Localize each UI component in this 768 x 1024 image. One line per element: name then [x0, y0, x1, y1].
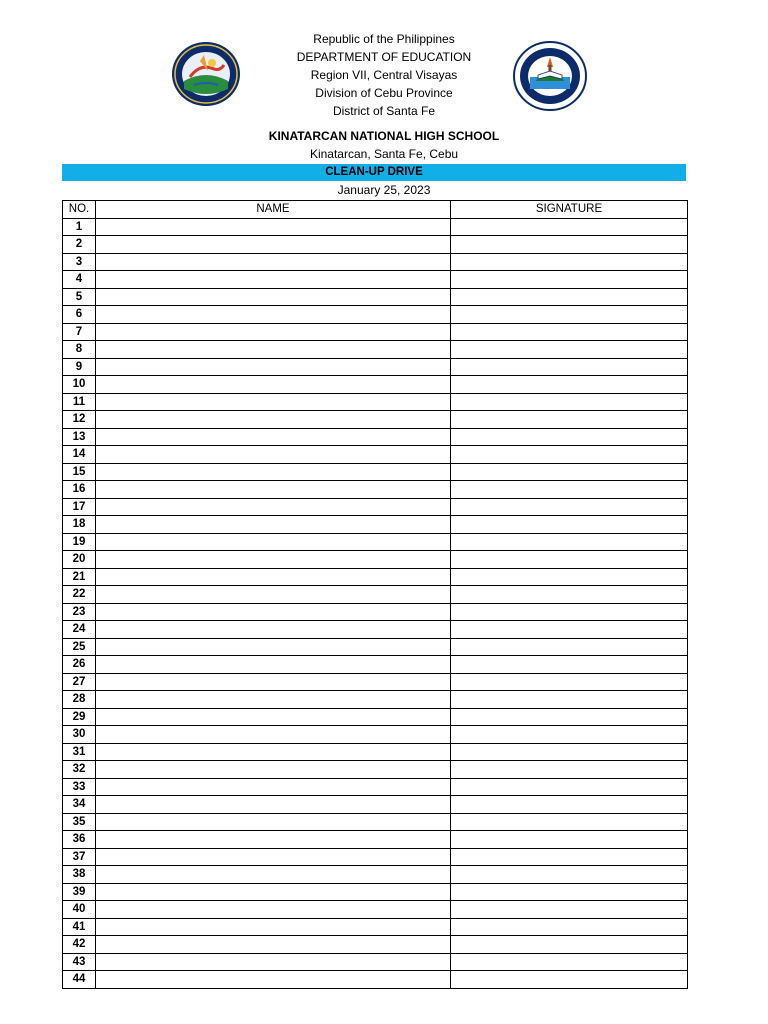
table-header-row	[63, 201, 688, 219]
name-cell[interactable]	[96, 306, 451, 324]
table-row	[63, 411, 688, 429]
table-row	[63, 586, 688, 604]
signature-cell[interactable]	[451, 218, 688, 236]
row-number: 2	[63, 236, 96, 254]
row-number: 8	[63, 341, 96, 359]
signature-cell[interactable]	[451, 901, 688, 919]
name-cell[interactable]	[96, 586, 451, 604]
signature-cell[interactable]	[451, 831, 688, 849]
name-cell[interactable]	[96, 288, 451, 306]
table-row	[63, 306, 688, 324]
name-cell[interactable]	[96, 778, 451, 796]
school-address: Kinatarcan, Santa Fe, Cebu	[309, 147, 459, 161]
signature-cell[interactable]	[451, 638, 688, 656]
name-cell[interactable]	[96, 901, 451, 919]
name-cell[interactable]	[96, 481, 451, 499]
table-row	[63, 901, 688, 919]
signature-cell[interactable]	[451, 498, 688, 516]
row-number: 23	[63, 603, 96, 621]
name-cell[interactable]	[96, 271, 451, 289]
row-number: 11	[63, 393, 96, 411]
name-cell[interactable]	[96, 883, 451, 901]
header-line-republic: Republic of the Philippines	[313, 32, 455, 46]
name-cell[interactable]	[96, 726, 451, 744]
signature-cell[interactable]	[451, 376, 688, 394]
table-row	[63, 866, 688, 884]
column-header-name: NAME	[96, 201, 451, 219]
name-cell[interactable]	[96, 761, 451, 779]
table-row	[63, 533, 688, 551]
name-cell[interactable]	[96, 603, 451, 621]
table-row	[63, 936, 688, 954]
table-row	[63, 743, 688, 761]
signature-cell[interactable]	[451, 358, 688, 376]
row-number: 22	[63, 586, 96, 604]
row-number: 29	[63, 708, 96, 726]
name-cell[interactable]	[96, 323, 451, 341]
table-row	[63, 393, 688, 411]
signature-cell[interactable]	[451, 848, 688, 866]
row-number: 36	[63, 831, 96, 849]
signature-cell[interactable]	[451, 971, 688, 989]
row-number: 14	[63, 446, 96, 464]
table-row	[63, 761, 688, 779]
signature-cell[interactable]	[451, 551, 688, 569]
signature-cell[interactable]	[451, 306, 688, 324]
row-number: 42	[63, 936, 96, 954]
signature-cell[interactable]	[451, 516, 688, 534]
name-cell[interactable]	[96, 533, 451, 551]
row-number: 35	[63, 813, 96, 831]
table-row	[63, 691, 688, 709]
header-line-district: District of Santa Fe	[332, 104, 436, 118]
signature-cell[interactable]	[451, 778, 688, 796]
school-name: KINATARCAN NATIONAL HIGH SCHOOL	[268, 129, 500, 143]
table-row	[63, 498, 688, 516]
row-number: 5	[63, 288, 96, 306]
name-cell[interactable]	[96, 936, 451, 954]
name-cell[interactable]	[96, 428, 451, 446]
row-number: 12	[63, 411, 96, 429]
table-row	[63, 971, 688, 989]
name-cell[interactable]	[96, 638, 451, 656]
name-cell[interactable]	[96, 236, 451, 254]
header-line-region: Region VII, Central Visayas	[310, 68, 458, 82]
row-number: 3	[63, 253, 96, 271]
signature-cell[interactable]	[451, 726, 688, 744]
signature-cell[interactable]	[451, 743, 688, 761]
table-row	[63, 918, 688, 936]
signature-cell[interactable]	[451, 691, 688, 709]
row-number: 15	[63, 463, 96, 481]
event-title-banner: CLEAN-UP DRIVE	[62, 164, 686, 181]
name-cell[interactable]	[96, 866, 451, 884]
name-cell[interactable]	[96, 498, 451, 516]
name-cell[interactable]	[96, 953, 451, 971]
letterhead	[0, 30, 768, 120]
row-number: 32	[63, 761, 96, 779]
school-seal-logo	[513, 41, 587, 111]
name-cell[interactable]	[96, 673, 451, 691]
signature-cell[interactable]	[451, 621, 688, 639]
signature-cell[interactable]	[451, 271, 688, 289]
table-row	[63, 341, 688, 359]
signature-cell[interactable]	[451, 656, 688, 674]
row-number: 31	[63, 743, 96, 761]
name-cell[interactable]	[96, 446, 451, 464]
row-number: 44	[63, 971, 96, 989]
row-number: 28	[63, 691, 96, 709]
signature-cell[interactable]	[451, 936, 688, 954]
table-row	[63, 953, 688, 971]
row-number: 16	[63, 481, 96, 499]
signature-cell[interactable]	[451, 253, 688, 271]
name-cell[interactable]	[96, 358, 451, 376]
table-row	[63, 726, 688, 744]
table-row	[63, 778, 688, 796]
table-row	[63, 848, 688, 866]
name-cell[interactable]	[96, 848, 451, 866]
signature-cell[interactable]	[451, 323, 688, 341]
row-number: 1	[63, 218, 96, 236]
column-header-no: NO.	[63, 201, 96, 219]
table-row	[63, 708, 688, 726]
table-row	[63, 236, 688, 254]
table-row	[63, 463, 688, 481]
name-cell[interactable]	[96, 253, 451, 271]
row-number: 25	[63, 638, 96, 656]
signature-cell[interactable]	[451, 411, 688, 429]
signature-cell[interactable]	[451, 761, 688, 779]
table-row	[63, 673, 688, 691]
row-number: 38	[63, 866, 96, 884]
table-row	[63, 796, 688, 814]
table-row	[63, 603, 688, 621]
name-cell[interactable]	[96, 708, 451, 726]
row-number: 7	[63, 323, 96, 341]
row-number: 30	[63, 726, 96, 744]
row-number: 17	[63, 498, 96, 516]
name-cell[interactable]	[96, 691, 451, 709]
signature-cell[interactable]	[451, 673, 688, 691]
name-cell[interactable]	[96, 411, 451, 429]
table-row	[63, 621, 688, 639]
name-cell[interactable]	[96, 341, 451, 359]
table-row	[63, 551, 688, 569]
signature-cell[interactable]	[451, 796, 688, 814]
name-cell[interactable]	[96, 656, 451, 674]
row-number: 40	[63, 901, 96, 919]
signature-cell[interactable]	[451, 813, 688, 831]
row-number: 21	[63, 568, 96, 586]
row-number: 20	[63, 551, 96, 569]
signature-cell[interactable]	[451, 288, 688, 306]
row-number: 43	[63, 953, 96, 971]
signature-cell[interactable]	[451, 866, 688, 884]
name-cell[interactable]	[96, 218, 451, 236]
row-number: 41	[63, 918, 96, 936]
signature-cell[interactable]	[451, 918, 688, 936]
signature-cell[interactable]	[451, 428, 688, 446]
table-row	[63, 271, 688, 289]
name-cell[interactable]	[96, 813, 451, 831]
row-number: 34	[63, 796, 96, 814]
row-number: 26	[63, 656, 96, 674]
table-row	[63, 428, 688, 446]
event-date: January 25, 2023	[337, 183, 431, 197]
row-number: 6	[63, 306, 96, 324]
name-cell[interactable]	[96, 463, 451, 481]
signature-cell[interactable]	[451, 533, 688, 551]
signature-cell[interactable]	[451, 393, 688, 411]
row-number: 24	[63, 621, 96, 639]
row-number: 9	[63, 358, 96, 376]
name-cell[interactable]	[96, 831, 451, 849]
name-cell[interactable]	[96, 376, 451, 394]
name-cell[interactable]	[96, 971, 451, 989]
table-row	[63, 883, 688, 901]
signature-cell[interactable]	[451, 603, 688, 621]
signature-cell[interactable]	[451, 236, 688, 254]
table-row	[63, 813, 688, 831]
signature-cell[interactable]	[451, 463, 688, 481]
attendance-table	[62, 200, 688, 989]
row-number: 33	[63, 778, 96, 796]
signature-cell[interactable]	[451, 446, 688, 464]
table-row	[63, 358, 688, 376]
signature-cell[interactable]	[451, 953, 688, 971]
name-cell[interactable]	[96, 743, 451, 761]
table-row	[63, 376, 688, 394]
signature-cell[interactable]	[451, 341, 688, 359]
row-number: 39	[63, 883, 96, 901]
row-number: 27	[63, 673, 96, 691]
name-cell[interactable]	[96, 516, 451, 534]
table-row	[63, 323, 688, 341]
name-cell[interactable]	[96, 796, 451, 814]
table-row	[63, 516, 688, 534]
table-row	[63, 288, 688, 306]
signature-cell[interactable]	[451, 481, 688, 499]
name-cell[interactable]	[96, 568, 451, 586]
table-row	[63, 656, 688, 674]
name-cell[interactable]	[96, 393, 451, 411]
division-seal-logo	[170, 41, 242, 107]
header-line-division: Division of Cebu Province	[315, 86, 453, 100]
table-row	[63, 638, 688, 656]
row-number: 4	[63, 271, 96, 289]
signature-cell[interactable]	[451, 708, 688, 726]
name-cell[interactable]	[96, 551, 451, 569]
table-row	[63, 481, 688, 499]
table-row	[63, 253, 688, 271]
table-row	[63, 568, 688, 586]
table-row	[63, 218, 688, 236]
row-number: 13	[63, 428, 96, 446]
header-line-deped: DEPARTMENT OF EDUCATION	[296, 50, 472, 64]
name-cell[interactable]	[96, 918, 451, 936]
table-row	[63, 831, 688, 849]
row-number: 18	[63, 516, 96, 534]
name-cell[interactable]	[96, 621, 451, 639]
signature-cell[interactable]	[451, 883, 688, 901]
row-number: 10	[63, 376, 96, 394]
row-number: 19	[63, 533, 96, 551]
signature-cell[interactable]	[451, 586, 688, 604]
row-number: 37	[63, 848, 96, 866]
table-row	[63, 446, 688, 464]
column-header-signature: SIGNATURE	[451, 201, 688, 219]
signature-cell[interactable]	[451, 568, 688, 586]
